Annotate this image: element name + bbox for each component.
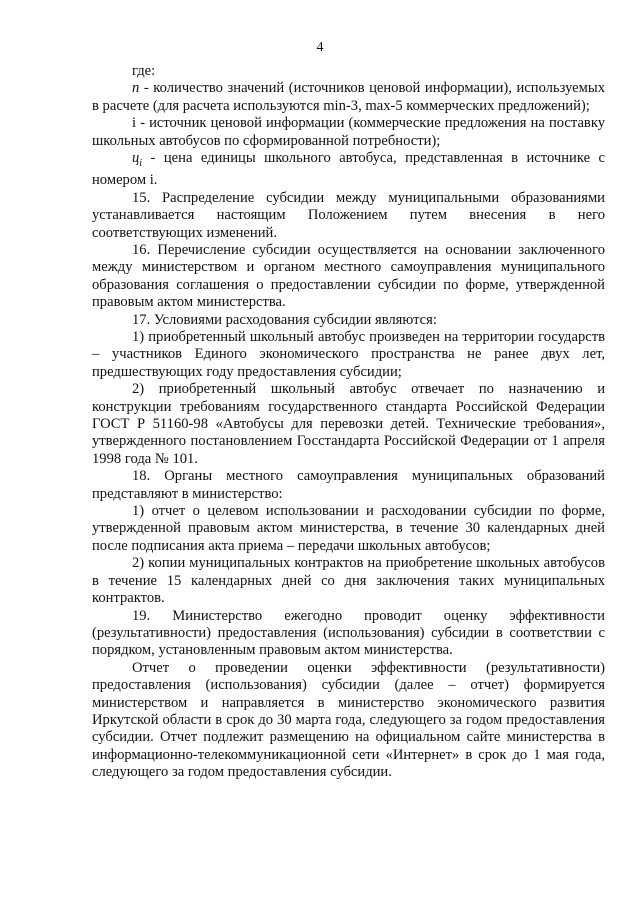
paragraph-18: 18. Органы местного самоуправления муниципальных образований представляют в министерство: [92, 468, 605, 502]
variable-ci-subscript: i [139, 157, 143, 169]
variable-n: n [132, 80, 140, 97]
document-body [92, 63, 605, 782]
paragraph-17-2: 2) приобретенный школьный автобус отвечает по назначению и конструкции требованиям государственного стандарта Российской Федерации ГОСТ Р 51160-98 «Автобусы для перевозки детей. Технические требования», утвержденного постановлением Госстандарта Российской Федерации от 1 апреля 1998 года № 101. [92, 381, 605, 467]
paragraph-ci-definition [92, 150, 605, 190]
paragraph-15: 15. Распределение субсидии между муниципальными образованиями устанавливается настоящим Положением путем внесения в него соответствующих изменений. [92, 189, 605, 241]
paragraph-17-1: 1) приобретенный школьный автобус произведен на территории государств – участников Единого экономического пространства не ранее двух лет, предшествующих году предоставления субсидии; [92, 329, 605, 380]
variable-ci: ц [132, 150, 140, 167]
paragraph-report: Отчет о проведении оценки эффективности (результативности) предоставления (использования) субсидии (далее – отчет) формируется министерством и направляется в министерство экономического развития Иркутской области в срок до 30 марта года, следующего за годом предоставления субсидии. Отчет подлежит размещению на официальном сайте министерства в информационно-телекоммуникационной сети «Интернет» в срок до 1 мая года, следующего за годом предоставления субсидии. [92, 659, 605, 781]
paragraph-19: 19. Министерство ежегодно проводит оценку эффективности (результативности) предоставления (использования) субсидии в соответствии с порядком, установленным правовым актом министерства. [92, 607, 605, 659]
paragraph-18-2: 2) копии муниципальных контрактов на приобретение школьных автобусов в течение 15 календарных дней со дня заключения таких муниципальных контрактов. [92, 555, 605, 607]
ci-definition-text: - цена единицы школьного автобуса, представленная в источнике с номером i. [92, 150, 605, 189]
paragraph-where: где: [132, 63, 156, 79]
n-definition-text: - количество значений (источников ценовой информации), используемых в расчете (для расчета используются min-3, max-5 коммерческих предложений); [92, 80, 605, 114]
paragraph-i-definition: i - источник ценовой информации (коммерческие предложения на поставку школьных автобусов по сформированной потребности); [92, 115, 605, 149]
paragraph-18-1: 1) отчет о целевом использовании и расходовании субсидии по форме, утвержденной правовым актом министерства, в течение 30 календарных дней после подписания акта приема – передачи школьных автобусов; [92, 503, 605, 554]
paragraph-n-definition [92, 80, 605, 115]
paragraph-17: 17. Условиями расходования субсидии являются: [132, 311, 437, 328]
paragraph-16: 16. Перечисление субсидии осуществляется на основании заключенного между министерством и органом местного самоуправления муниципального образования соглашения о предоставлении субсидии по форме, утвержденной правовым актом министерства. [92, 241, 605, 311]
page-number: 4 [316, 40, 324, 55]
